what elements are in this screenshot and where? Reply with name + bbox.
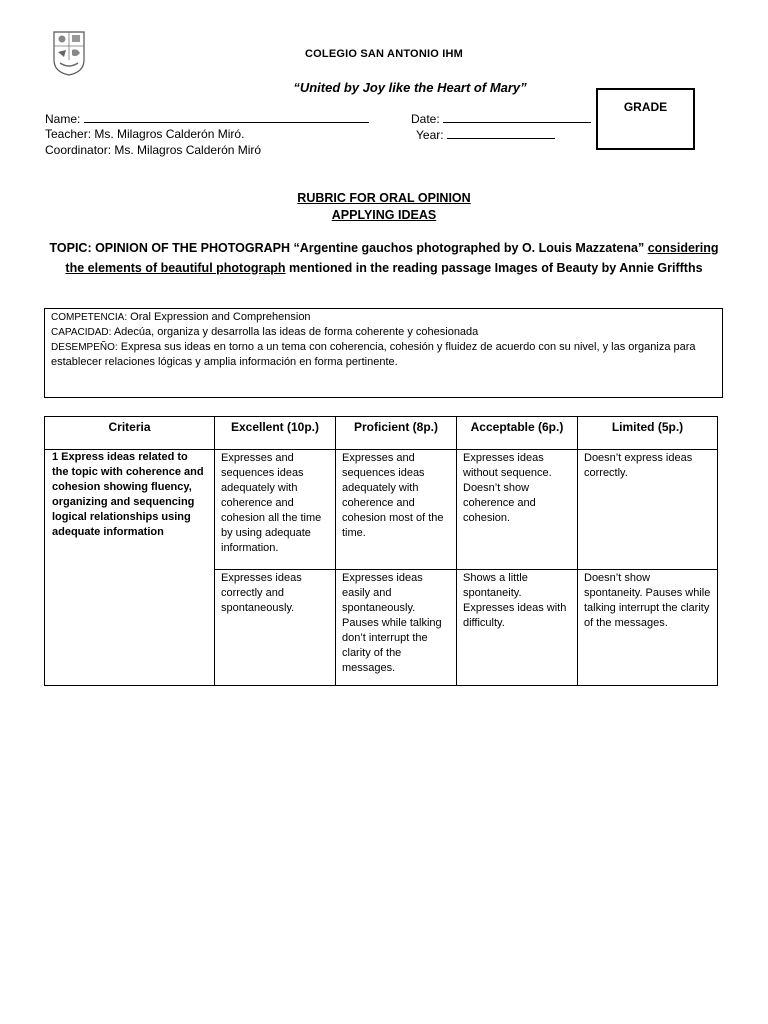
header-proficient: Proficient (8p.) (336, 417, 457, 450)
desempeno-line (51, 340, 716, 370)
cell-excellent-2: Expresses ideas correctly and spontaneously. (215, 570, 336, 686)
school-name: COLEGIO SAN ANTONIO IHM (305, 48, 463, 60)
capacidad-value: Adecúa, organiza y desarrolla las ideas de forma coherente y cohesionada (111, 326, 479, 338)
cell-acceptable-2: Shows a little spontaneity. Expresses ideas with difficulty. (457, 570, 578, 686)
cell-acceptable-1: Expresses ideas without sequence. Doesn’t show coherence and cohesion. (457, 450, 578, 570)
capacidad-line (51, 325, 716, 340)
competency-box (44, 308, 723, 398)
topic-underlined: considering the elements of beautiful photograph (65, 241, 719, 275)
desempeno-label: DESEMPEÑO: (51, 342, 118, 353)
topic-part-1: TOPIC: OPINION OF THE PHOTOGRAPH “Argentine gauchos photographed by O. Louis Mazzatena” (49, 241, 645, 255)
capacidad-label: CAPACIDAD: (51, 327, 112, 338)
competencia-line (51, 310, 716, 325)
year-blank-line[interactable] (447, 127, 555, 139)
name-blank-line[interactable] (84, 111, 369, 123)
rubric-header-row (45, 417, 718, 450)
cell-proficient-2: Expresses ideas easily and spontaneously. Pauses while talking don’t interrupt the clarity of the messages. (336, 570, 457, 686)
cell-limited-2: Doesn’t show spontaneity. Pauses while talking interrupt the clarity of the messages. (578, 570, 718, 686)
name-field[interactable] (45, 111, 369, 127)
year-field[interactable] (416, 127, 555, 143)
grade-box[interactable] (596, 88, 695, 150)
desempeno-value: Expresa sus ideas en torno a un tema con coherencia, cohesión y fluidez de acuerdo con su nivel, y las organiza para establecer relaciones lógicas y amplia información en forma pertinente. (51, 341, 696, 368)
topic-statement (44, 239, 724, 278)
year-label: Year: (416, 128, 444, 142)
cell-limited-1: Doesn’t express ideas correctly. (578, 450, 718, 570)
date-blank-line[interactable] (443, 111, 591, 123)
coordinator-field: Coordinator: Ms. Milagros Calderón Miró (45, 143, 262, 157)
date-field[interactable] (411, 111, 591, 127)
competencia-label: COMPETENCIA: (51, 312, 128, 323)
competencia-value: Oral Expression and Comprehension (127, 311, 311, 323)
rubric-table (44, 416, 718, 686)
header-limited: Limited (5p.) (578, 417, 718, 450)
school-motto: “United by Joy like the Heart of Mary” (293, 80, 527, 95)
header-excellent: Excellent (10p.) (215, 417, 336, 450)
date-label: Date: (411, 112, 440, 126)
header-acceptable: Acceptable (6p.) (457, 417, 578, 450)
topic-part-2: mentioned in the reading passage Images of Beauty by Annie Griffths (285, 260, 703, 275)
grade-label: GRADE (623, 100, 668, 114)
cell-excellent-1: Expresses and sequences ideas adequately with coherence and cohesion all the time by using adequate information. (215, 450, 336, 570)
header-criteria: Criteria (45, 417, 215, 450)
rubric-title: RUBRIC FOR ORAL OPINION (297, 191, 471, 205)
criterion-cell: 1 Express ideas related to the topic with coherence and cohesion showing fluency, organizing and sequencing logical relationships using adequate information (45, 450, 215, 686)
rubric-subtitle: APPLYING IDEAS (331, 208, 437, 222)
table-row (45, 450, 718, 570)
teacher-field: Teacher: Ms. Milagros Calderón Miró. (45, 127, 245, 141)
name-label: Name: (45, 112, 81, 126)
cell-proficient-1: Expresses and sequences ideas adequately with coherence and cohesion most of the time. (336, 450, 457, 570)
